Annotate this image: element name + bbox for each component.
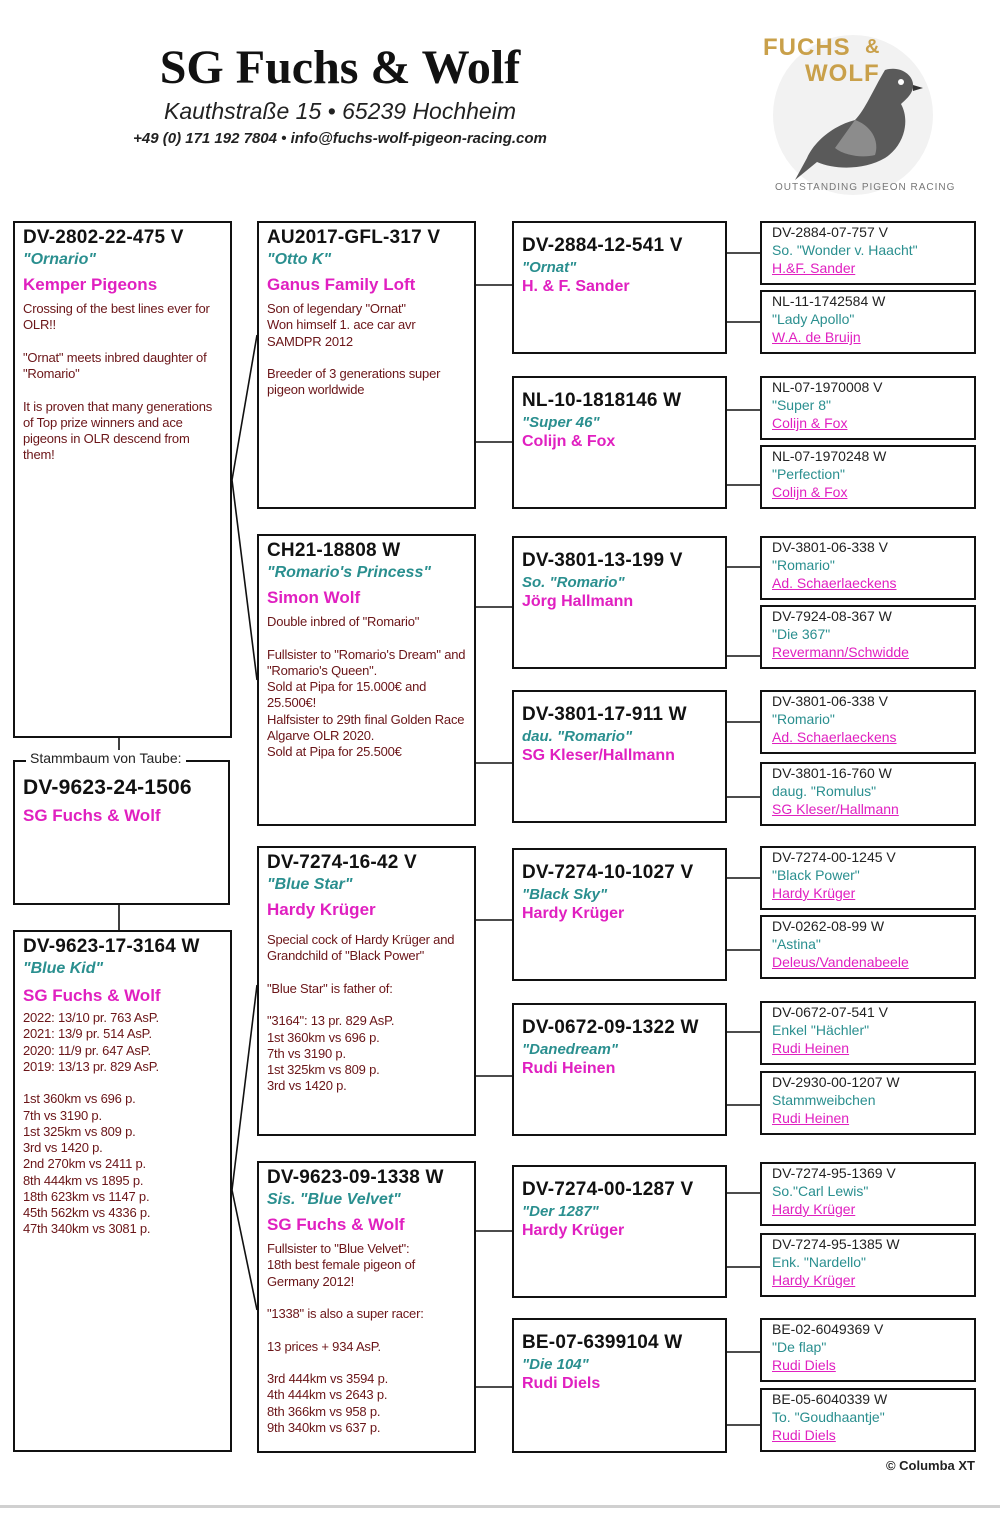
breeder-name: Hardy Krüger — [267, 900, 376, 919]
breeder-name: SG Kleser/Hallmann — [522, 747, 675, 764]
pigeon-name: "Der 1287" — [522, 1203, 599, 1220]
logo-text-amp: & — [865, 36, 880, 58]
logo-text-fuchs: FUCHS — [763, 34, 851, 61]
ring-number: DV-7924-08-367 W — [772, 608, 892, 624]
pigeon-name: So."Carl Lewis" — [772, 1183, 869, 1199]
breeder-name: Ad. Schaerlaeckens — [772, 575, 897, 591]
breeder-name: W.A. de Bruijn — [772, 329, 861, 345]
pigeon-name: So. "Romario" — [522, 574, 625, 591]
breeder-name: Hardy Krüger — [772, 885, 856, 901]
ring-number: DV-2930-00-1207 W — [772, 1074, 900, 1090]
ring-number: DV-9623-24-1506 — [23, 776, 192, 799]
great-grandparent-card — [512, 1318, 727, 1453]
pigeon-name: "Romario" — [772, 711, 835, 727]
great-grandparent-card — [512, 1165, 727, 1298]
pigeon-name: "Blue Star" — [267, 876, 353, 893]
ring-number: DV-7274-95-1369 V — [772, 1165, 896, 1181]
great-grandparent-card — [512, 1003, 727, 1136]
gg-grandparent-card — [760, 605, 976, 669]
ring-number: DV-7274-16-42 V — [267, 852, 417, 873]
breeder-name: Deleus/Vandenabeele — [772, 954, 909, 970]
ring-number: NL-10-1818146 W — [522, 390, 682, 411]
pigeon-name: "Lady Apollo" — [772, 311, 855, 327]
gg-grandparent-card — [760, 846, 976, 910]
breeder-name: Ad. Schaerlaeckens — [772, 729, 897, 745]
pigeon-name: "Die 367" — [772, 626, 831, 642]
gg-grandparent-card — [760, 376, 976, 440]
pigeon-notes: Double inbred of "Romario" Fullsister to "Romario's Dream" and "Romario's Queen". Sold at Pipa for 15.000€ and 25.500€! Halfsister to 29th final Golden Race Algarve OLR 2020. Sold at Pipa for 25.500€ — [267, 614, 466, 759]
breeder-name: H. & F. Sander — [522, 278, 630, 295]
ring-number: AU2017-GFL-317 V — [267, 227, 441, 248]
logo-text-wolf: WOLF — [805, 60, 880, 87]
pigeon-name: "Super 8" — [772, 397, 831, 413]
breeder-name: Hardy Krüger — [772, 1201, 856, 1217]
breeder-name: Jörg Hallmann — [522, 593, 634, 610]
gg-grandparent-card — [760, 221, 976, 285]
pigeon-name: Enk. "Nardello" — [772, 1254, 866, 1270]
breeder-name: Simon Wolf — [267, 588, 361, 607]
grandparent-card — [257, 846, 476, 1136]
gg-grandparent-card — [760, 1318, 976, 1382]
breeder-name: Rudi Diels — [522, 1375, 601, 1392]
pigeon-name: "Romario" — [772, 557, 835, 573]
pigeon-name: "Black Sky" — [522, 886, 608, 903]
ring-number: DV-7274-10-1027 V — [522, 862, 694, 883]
breeder-name: H.&F. Sander — [772, 260, 856, 276]
breeder-name: Hardy Krüger — [522, 1222, 625, 1239]
ring-number: BE-02-6049369 V — [772, 1321, 884, 1337]
breeder-name: Rudi Diels — [772, 1357, 836, 1373]
ring-number: DV-0672-09-1322 W — [522, 1017, 699, 1038]
gg-grandparent-card — [760, 762, 976, 826]
ring-number: DV-0672-07-541 V — [772, 1004, 888, 1020]
breeder-name: Revermann/Schwidde — [772, 644, 909, 660]
pigeon-name: "Astina" — [772, 936, 821, 952]
pigeon-name: "Blue Kid" — [23, 960, 104, 977]
pigeon-name: Enkel "Hächler" — [772, 1022, 870, 1038]
ring-number: BE-05-6040339 W — [772, 1391, 888, 1407]
ring-number: NL-07-1970008 V — [772, 379, 883, 395]
gg-grandparent-card — [760, 1071, 976, 1135]
great-grandparent-card — [512, 848, 727, 981]
ring-number: DV-9623-17-3164 W — [23, 936, 200, 957]
breeder-name: Rudi Diels — [772, 1427, 836, 1443]
ring-number: NL-11-1742584 W — [772, 293, 886, 309]
pigeon-name: daug. "Romulus" — [772, 783, 877, 799]
copyright: © Columba XT — [885, 1458, 975, 1473]
gg-grandparent-card — [760, 1001, 976, 1065]
subject-caption: Stammbaum von Taube: — [26, 750, 186, 766]
ring-number: DV-3801-17-911 W — [522, 704, 687, 725]
great-grandparent-card — [512, 376, 727, 509]
ring-number: DV-7274-95-1385 W — [772, 1236, 900, 1252]
grandparent-card — [257, 534, 476, 826]
ring-number: BE-07-6399104 W — [522, 1332, 683, 1353]
pigeon-name: dau. "Romario" — [522, 728, 633, 745]
breeder-name: Colijn & Fox — [772, 415, 848, 431]
pigeon-name: "Black Power" — [772, 867, 860, 883]
breeder-name: Hardy Krüger — [522, 905, 625, 922]
pigeon-name: "Danedream" — [522, 1041, 618, 1058]
pigeon-name: "Ornat" — [522, 259, 577, 276]
breeder-name: SG Fuchs & Wolf — [23, 806, 161, 825]
ring-number: DV-7274-00-1287 V — [522, 1179, 694, 1200]
breeder-name: Ganus Family Loft — [267, 275, 416, 294]
logo-ring-text: OUTSTANDING PIGEON RACING — [775, 182, 956, 193]
breeder-name: SG Fuchs & Wolf — [267, 1215, 405, 1234]
gg-grandparent-card — [760, 1388, 976, 1452]
pigeon-name: "Romario's Princess" — [267, 564, 431, 581]
gg-grandparent-card — [760, 445, 976, 509]
contact-line: +49 (0) 171 192 7804 • info@fuchs-wolf-pigeon-racing.com — [133, 130, 547, 147]
pigeon-name: "Perfection" — [772, 466, 845, 482]
breeder-name: Colijn & Fox — [522, 433, 616, 450]
pigeon-name: "De flap" — [772, 1339, 827, 1355]
pigeon-name: "Super 46" — [522, 414, 600, 431]
great-grandparent-card — [512, 536, 727, 669]
grandparent-card — [257, 1161, 476, 1453]
pigeon-name: Stammweibchen — [772, 1092, 876, 1108]
address: Kauthstraße 15 • 65239 Hochheim — [164, 98, 516, 124]
pigeon-name: Sis. "Blue Velvet" — [267, 1191, 401, 1208]
pigeon-notes: Fullsister to "Blue Velvet": 18th best female pigeon of Germany 2012! "1338" is also a super racer: 13 prices + 934 AsP. 3rd 444km vs 3594 p. 4th 444km vs 2643 p. 8th 366km vs 958 p. 9th 340km vs 637 p. — [267, 1241, 424, 1435]
great-grandparent-card — [512, 690, 727, 823]
pigeon-name: "Die 104" — [522, 1356, 589, 1373]
mother-card — [13, 930, 232, 1452]
breeder-name: Hardy Krüger — [772, 1272, 856, 1288]
great-grandparent-card — [512, 221, 727, 354]
ring-number: DV-2802-22-475 V — [23, 227, 184, 248]
pigeon-notes: Crossing of the best lines ever for OLR!! "Ornat" meets inbred daughter of "Romario" It is proven that many generations of Top prize winners and ace pigeons in OLR descend from them! — [23, 301, 213, 463]
ring-number: DV-3801-16-760 W — [772, 765, 892, 781]
gg-grandparent-card — [760, 1162, 976, 1226]
gg-grandparent-card — [760, 690, 976, 754]
breeder-name: Rudi Heinen — [772, 1110, 850, 1126]
breeder-name: Rudi Heinen — [522, 1060, 616, 1077]
page-title: SG Fuchs & Wolf — [159, 41, 521, 94]
ring-number: DV-0262-08-99 W — [772, 918, 885, 934]
ring-number: NL-07-1970248 W — [772, 448, 887, 464]
pigeon-notes: 2022: 13/10 pr. 763 AsP. 2021: 13/9 pr. 514 AsP. 2020: 11/9 pr. 647 AsP. 2019: 13/13 pr. 829 AsP. 1st 360km vs 696 p. 7th vs 3190 p. 1st 325km vs 809 p. 3rd vs 1420 p. 2nd 270km vs 2411 p. 8th 444km vs 1895 p. 18th 623km vs 1147 p. 45th 562km vs 4336 p. 47th 340km vs 3081 p. — [23, 1010, 159, 1237]
ring-number: CH21-18808 W — [267, 540, 401, 561]
breeder-name: SG Fuchs & Wolf — [23, 986, 161, 1005]
pigeon-name: "Otto K" — [267, 251, 332, 268]
grandparent-card — [257, 221, 476, 509]
breeder-name: Kemper Pigeons — [23, 275, 158, 294]
ring-number: DV-2884-07-757 V — [772, 224, 888, 240]
pigeon-name: So. "Wonder v. Haacht" — [772, 242, 918, 258]
ring-number: DV-3801-06-338 V — [772, 693, 888, 709]
breeder-name: Rudi Heinen — [772, 1040, 850, 1056]
subject-card — [13, 760, 230, 905]
pigeon-notes: Son of legendary "Ornat" Won himself 1. ace car avr SAMDPR 2012 Breeder of 3 generations super pigeon worldwide — [267, 301, 441, 398]
ring-number: DV-3801-13-199 V — [522, 550, 683, 571]
pigeon-name: To. "Goudhaantje" — [772, 1409, 885, 1425]
gg-grandparent-card — [760, 1233, 976, 1297]
pigeon-name: "Ornario" — [23, 251, 96, 268]
ring-number: DV-2884-12-541 V — [522, 235, 683, 256]
ring-number: DV-9623-09-1338 W — [267, 1167, 444, 1188]
gg-grandparent-card — [760, 915, 976, 979]
ring-number: DV-3801-06-338 V — [772, 539, 888, 555]
father-card — [13, 221, 232, 738]
gg-grandparent-card — [760, 290, 976, 354]
page-bottom-divider — [0, 1505, 1000, 1508]
pigeon-notes: Special cock of Hardy Krüger and Grandchild of "Black Power" "Blue Star" is father of: "3164": 13 pr. 829 AsP. 1st 360km vs 696 p. 7th vs 3190 p. 1st 325km vs 809 p. 3rd vs 1420 p. — [267, 932, 455, 1094]
breeder-name: Colijn & Fox — [772, 484, 848, 500]
ring-number: DV-7274-00-1245 V — [772, 849, 896, 865]
breeder-name: SG Kleser/Hallmann — [772, 801, 899, 817]
gg-grandparent-card — [760, 536, 976, 600]
